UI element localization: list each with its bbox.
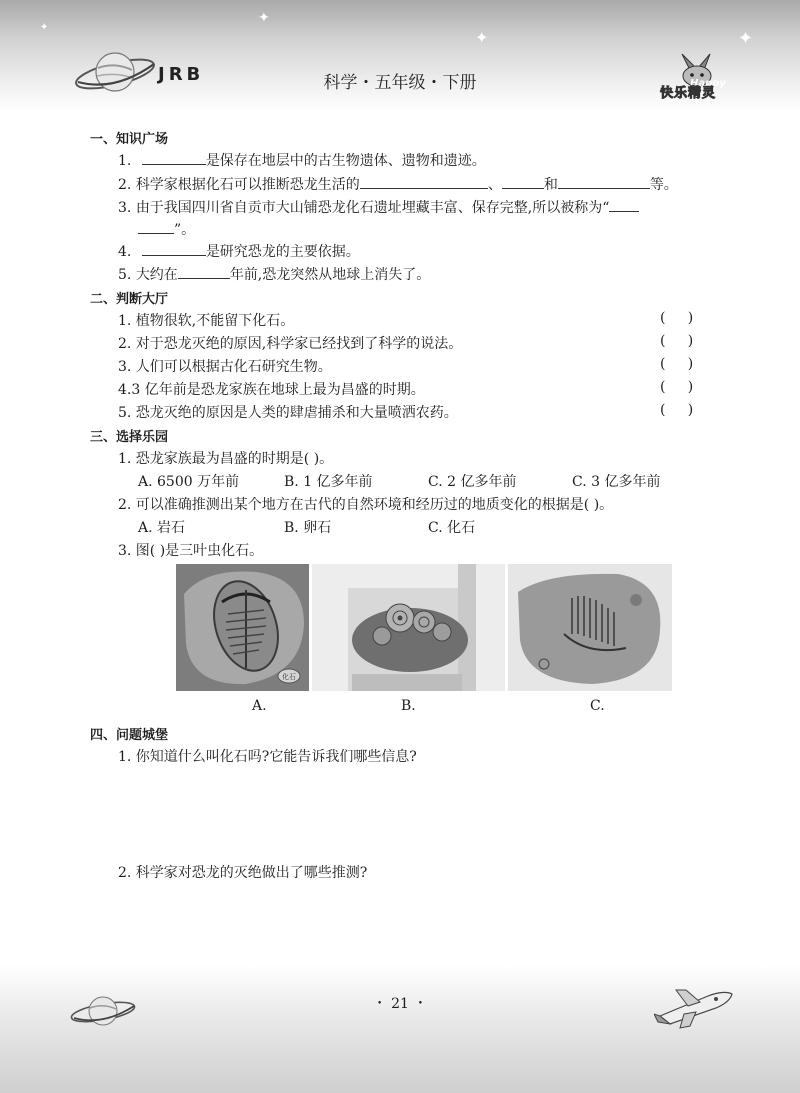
answer-parentheses[interactable]: ( ) [660, 310, 694, 326]
question-number: 5. [118, 267, 132, 283]
page-header-title: 科学・五年级・下册 [323, 73, 477, 93]
question-text: 科学家根据化石可以推断恐龙生活的 [135, 177, 360, 193]
answer-blank[interactable] [360, 174, 488, 189]
question-1-3-cont [138, 219, 195, 239]
answer-area[interactable] [118, 770, 708, 850]
choice-option[interactable]: B. 1 亿多年前 [284, 474, 373, 490]
fossil-image-b[interactable] [312, 564, 505, 691]
judgment-item: 5. 恐龙灭绝的原因是人类的肆虐捕杀和大量喷洒农药。 [118, 405, 458, 421]
answer-blank[interactable] [502, 174, 544, 189]
brand-text-en: Happy [690, 78, 726, 89]
question-number: 4. [118, 244, 132, 260]
answer-area[interactable] [118, 886, 708, 956]
question-1-2 [118, 174, 678, 194]
answer-parentheses[interactable]: ( ) [660, 402, 694, 418]
question-1-5 [118, 264, 430, 284]
question-text: 和 [543, 177, 558, 193]
question-text: 大约在 [135, 267, 178, 283]
question-1-3 [118, 197, 639, 217]
choice-option[interactable]: A. 岩石 [138, 520, 186, 536]
question-number: 2. [118, 177, 132, 193]
page-number: ・ 21 ・ [372, 996, 428, 1012]
judgment-item: 1. 植物很软,不能留下化石。 [118, 313, 295, 329]
answer-parentheses[interactable]: ( ) [660, 356, 694, 372]
answer-parentheses[interactable]: ( ) [660, 333, 694, 349]
figure-label: A. [252, 698, 267, 714]
question-text: 是保存在地层中的古生物遗体、遗物和遗迹。 [205, 153, 486, 169]
question-number: 3. [118, 200, 132, 216]
answer-parentheses[interactable]: ( ) [660, 379, 694, 395]
answer-blank[interactable] [142, 150, 206, 165]
figure-label: B. [401, 698, 416, 714]
section-title-choice: 三、选择乐园 [90, 430, 169, 445]
star-icon: ✦ [40, 22, 49, 33]
open-question-1: 1. 你知道什么叫化石吗?它能告诉我们哪些信息? [118, 749, 417, 765]
question-1-4 [118, 241, 360, 261]
logo-text: JRB [158, 64, 205, 85]
section-title-questions: 四、问题城堡 [90, 728, 169, 743]
question-text: ”。 [174, 222, 196, 238]
choice-option[interactable]: B. 卵石 [284, 520, 332, 536]
choice-option[interactable]: C. 2 亿多年前 [428, 474, 517, 490]
question-text: 由于我国四川省自贡市大山铺恐龙化石遗址埋藏丰富、保存完整,所以被称为“ [135, 200, 610, 216]
figure-label: C. [590, 698, 605, 714]
question-text: 是研究恐龙的主要依据。 [205, 244, 360, 260]
question-text: 、 [487, 177, 502, 193]
star-icon: ✦ [475, 28, 489, 47]
fossil-image-c[interactable] [508, 564, 672, 691]
judgment-item: 4.3 亿年前是恐龙家族在地球上最为昌盛的时期。 [118, 382, 425, 398]
answer-blank[interactable] [178, 264, 230, 279]
choice-question-3: 3. 图( )是三叶虫化石。 [118, 543, 264, 559]
choice-option[interactable]: C. 3 亿多年前 [572, 474, 661, 490]
answer-blank[interactable] [142, 241, 206, 256]
fossil-image-a[interactable] [176, 564, 309, 691]
question-text: 等。 [649, 177, 678, 193]
choice-option[interactable]: A. 6500 万年前 [138, 474, 240, 490]
star-icon: ✦ [738, 28, 754, 49]
judgment-item: 2. 对于恐龙灭绝的原因,科学家已经找到了科学的说法。 [118, 336, 463, 352]
choice-question-2: 2. 可以准确推测出某个地方在古代的自然环境和经历过的地质变化的根据是( )。 [118, 497, 614, 513]
judgment-item: 3. 人们可以根据古化石研究生物。 [118, 359, 332, 375]
question-number: 1. [118, 153, 132, 169]
section-title-judgment: 二、判断大厅 [90, 292, 169, 307]
answer-blank[interactable] [558, 174, 650, 189]
answer-blank[interactable] [138, 219, 174, 234]
star-icon: ✦ [258, 10, 270, 26]
question-text: 年前,恐龙突然从地球上消失了。 [229, 267, 431, 283]
brand-logo [660, 50, 740, 102]
question-1-1 [118, 150, 486, 170]
brand-text-cn: 快乐精灵 [660, 86, 717, 101]
space-shuttle-icon [654, 982, 738, 1032]
choice-option[interactable]: C. 化石 [428, 520, 476, 536]
choice-question-1: 1. 恐龙家族最为昌盛的时期是( )。 [118, 451, 334, 467]
section-title-knowledge: 一、知识广场 [90, 132, 169, 147]
answer-blank[interactable] [609, 197, 639, 212]
open-question-2: 2. 科学家对恐龙的灭绝做出了哪些推测? [118, 865, 368, 881]
fossil-stamp-text: 化石 [282, 673, 296, 681]
